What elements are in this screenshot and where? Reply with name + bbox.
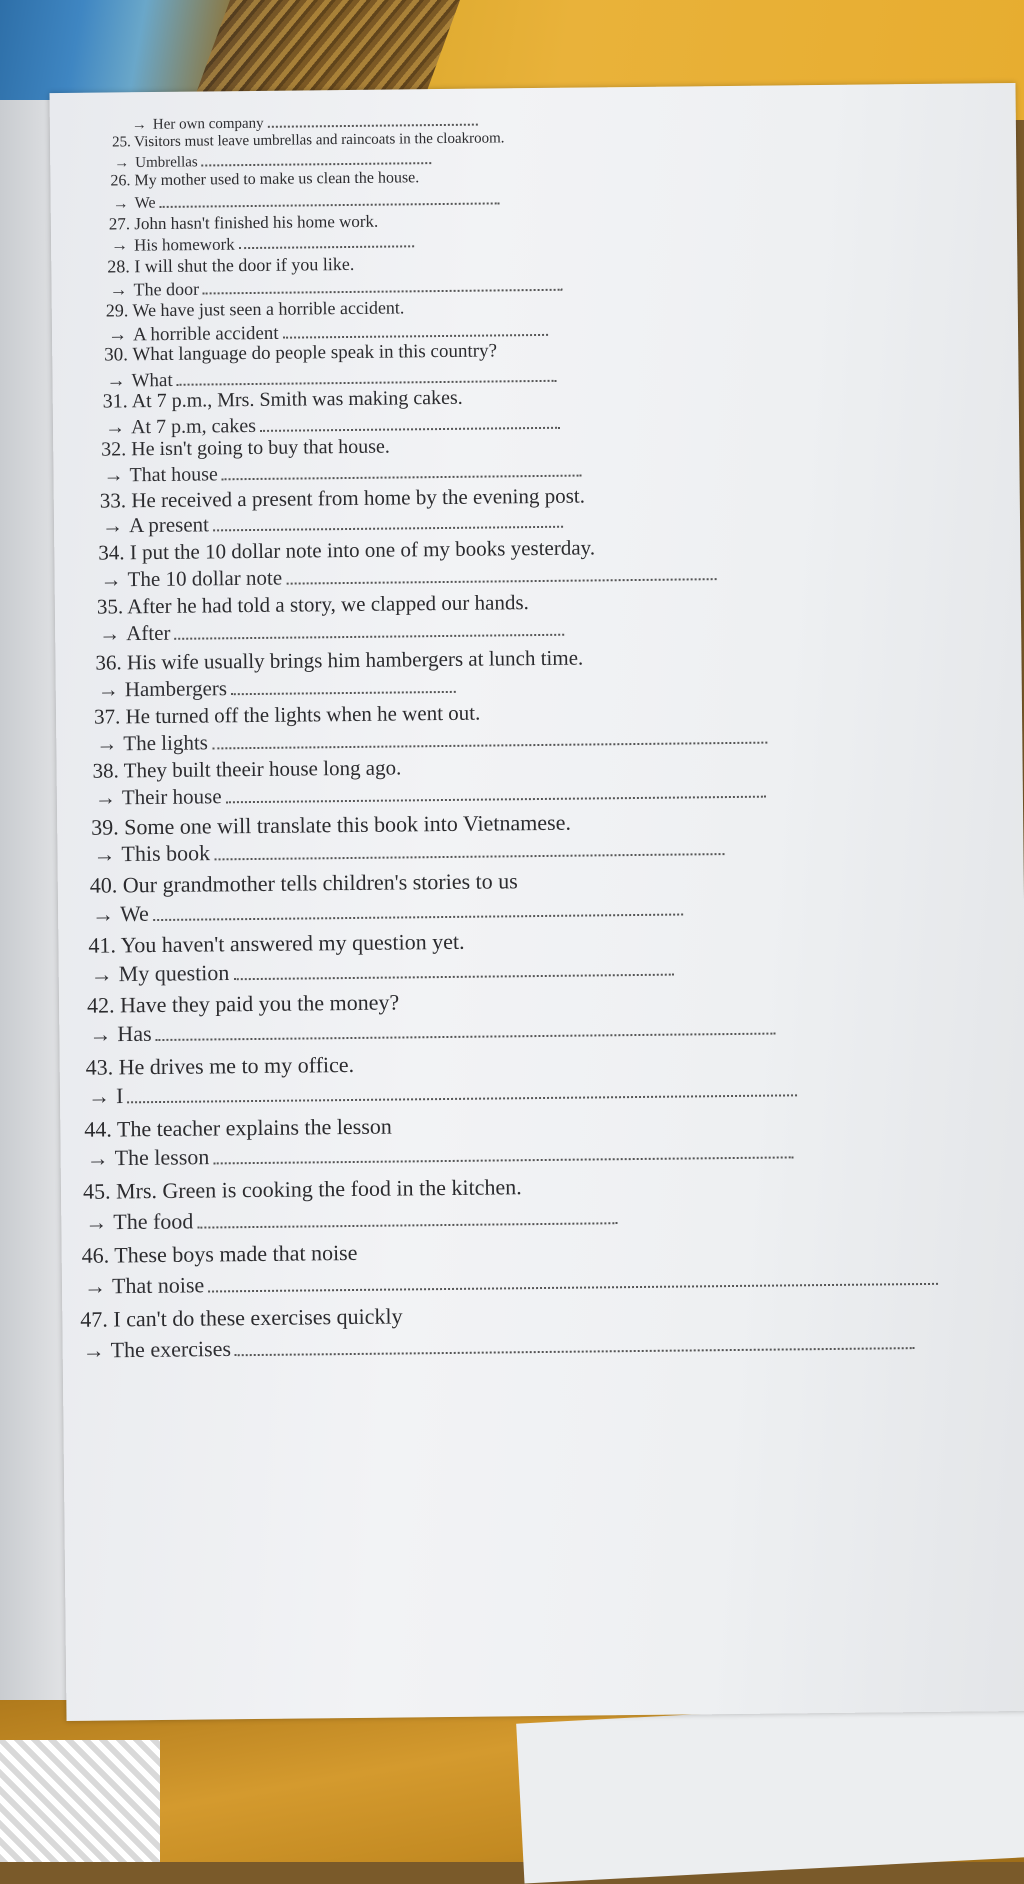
answer-prompt: The 10 dollar note	[127, 565, 283, 592]
answer-blank	[283, 318, 548, 339]
answer-prompt: My question	[118, 959, 230, 987]
arrow-icon: →	[83, 1273, 107, 1299]
arrow-icon: →	[131, 116, 147, 133]
question-text: 45. Mrs. Green is cooking the food in the kitchen.	[82, 1174, 522, 1204]
answer-blank	[213, 1137, 793, 1164]
question-text: 47. I can't do these exercises quickly	[80, 1303, 403, 1332]
arrow-icon: →	[93, 841, 116, 867]
question-text: 33. He received a present from home by the evening post.	[99, 483, 586, 513]
answer-line	[100, 560, 716, 592]
arrow-icon: →	[101, 513, 124, 538]
answer-blank	[159, 188, 499, 207]
question-text: 40. Our grandmother tells children's stories to us	[89, 868, 518, 898]
answer-line	[105, 410, 560, 440]
answer-prompt: Has	[117, 1020, 152, 1047]
arrow-icon: →	[111, 235, 129, 255]
answer-blank	[231, 673, 456, 695]
arrow-icon: →	[87, 1083, 111, 1109]
arrow-icon: →	[99, 621, 121, 646]
answer-line	[85, 1203, 617, 1235]
arrow-icon: →	[85, 1209, 108, 1235]
answer-line	[93, 834, 724, 867]
arrow-icon: →	[91, 901, 115, 927]
question-text: 34. I put the 10 dollar note into one of my books yesterday.	[98, 535, 596, 565]
question-text: 37. He turned off the lights when he went out.	[93, 700, 481, 729]
answer-line	[91, 955, 674, 988]
answer-line	[84, 1264, 938, 1300]
answer-blank	[208, 1264, 938, 1292]
answer-blank	[268, 111, 478, 128]
arrow-icon: →	[106, 370, 126, 392]
answer-prompt: This book	[121, 840, 211, 867]
answer-line	[83, 1328, 916, 1363]
answer-prompt: A present	[128, 512, 210, 538]
answer-prompt: The door	[133, 278, 200, 300]
answer-prompt: We	[134, 194, 156, 212]
answer-prompt: Umbrellas	[135, 154, 198, 171]
answer-line	[92, 895, 683, 928]
answer-blank	[174, 616, 564, 640]
answer-line	[99, 616, 565, 647]
question-text: 38. They built theeir house long ago.	[92, 755, 402, 783]
question-text: 42. Have they paid you the money?	[86, 989, 400, 1018]
question-text: 32. He isn't going to buy that house.	[101, 435, 390, 461]
question-text: 25. Visitors must leave umbrellas and raincoats in the cloakroom.	[111, 130, 505, 151]
answer-prompt: Hambergers	[124, 676, 228, 702]
question-text: 43. He drives me to my office.	[85, 1051, 355, 1080]
arrow-icon: →	[82, 1337, 105, 1363]
answer-prompt: The lesson	[114, 1144, 210, 1171]
answer-prompt: That house	[129, 463, 218, 487]
question-text: 36. His wife usually brings him hambergers at lunch time.	[95, 645, 584, 675]
answer-prompt: What	[131, 369, 173, 392]
arrow-icon: →	[94, 785, 117, 810]
answer-line	[103, 458, 582, 488]
answer-line	[88, 1075, 798, 1109]
question-text: 29. We have just seen a horrible accident.	[105, 297, 405, 321]
answer-prompt: The lights	[123, 730, 209, 756]
answer-line	[113, 188, 500, 213]
arrow-icon: →	[96, 731, 118, 756]
answer-prompt: The food	[113, 1208, 194, 1235]
question-text: 26. My mother used to make us clean the house.	[110, 169, 420, 190]
answer-blank	[197, 1203, 617, 1228]
question-text: 44. The teacher explains the lesson	[84, 1113, 392, 1142]
question-text: 28. I will shut the door if you like.	[107, 253, 355, 277]
answer-blank	[239, 231, 414, 249]
question-text: 31. At 7 p.m., Mrs. Smith was making cakes.	[102, 386, 463, 413]
question-text: 39. Some one will translate this book into Vietnamese.	[91, 809, 572, 840]
answer-prompt: Their house	[121, 784, 222, 810]
arrow-icon: →	[86, 1145, 109, 1171]
answer-prompt: After	[126, 620, 171, 646]
answer-prompt: We	[119, 900, 150, 927]
worksheet-page	[50, 83, 1024, 1721]
answer-blank	[225, 778, 765, 803]
answer-blank	[222, 458, 582, 481]
answer-prompt: A horrible accident	[132, 322, 279, 346]
fabric-cloth	[0, 1740, 160, 1862]
answer-blank	[155, 1014, 775, 1041]
arrow-icon: →	[114, 155, 130, 172]
arrow-icon: →	[89, 1021, 112, 1047]
answer-prompt: His homework	[133, 234, 235, 255]
answer-blank	[177, 364, 557, 386]
question-text: 27. John hasn't finished his home work.	[108, 211, 379, 234]
answer-blank	[233, 955, 673, 980]
answer-blank	[214, 834, 724, 860]
answer-line	[109, 274, 563, 301]
answer-blank	[203, 274, 563, 295]
underlying-paper	[516, 1697, 1024, 1884]
answer-blank	[286, 560, 716, 584]
answer-line	[102, 508, 563, 539]
answer-prompt: I	[115, 1083, 124, 1109]
answer-blank	[235, 1328, 915, 1356]
answer-blank	[153, 895, 683, 921]
question-text: 41. You haven't answered my question yet.	[88, 928, 465, 958]
arrow-icon: →	[109, 279, 128, 300]
answer-blank	[213, 508, 563, 532]
answer-line	[98, 673, 457, 703]
answer-prompt: Her own company	[152, 115, 264, 133]
answer-blank	[127, 1075, 797, 1103]
answer-prompt: At 7 p.m, cakes	[130, 414, 257, 439]
question-text: 46. These boys made that noise	[81, 1239, 358, 1268]
question-text: 35. After he had told a story, we clapped our hands.	[96, 590, 529, 619]
arrow-icon: →	[103, 464, 124, 487]
answer-line	[111, 231, 414, 256]
arrow-icon: →	[104, 416, 126, 439]
answer-prompt: That noise	[111, 1272, 205, 1299]
arrow-icon: →	[90, 961, 113, 987]
arrow-icon: →	[112, 194, 129, 213]
arrow-icon: →	[97, 677, 119, 702]
answer-blank	[260, 410, 560, 432]
arrow-icon: →	[107, 324, 128, 346]
question-text: 30. What language do people speak in this country?	[104, 340, 498, 366]
answer-line	[89, 1014, 775, 1048]
arrow-icon: →	[100, 567, 122, 592]
answer-prompt: The exercises	[110, 1335, 232, 1363]
answer-line	[87, 1137, 794, 1171]
answer-blank	[202, 149, 432, 166]
